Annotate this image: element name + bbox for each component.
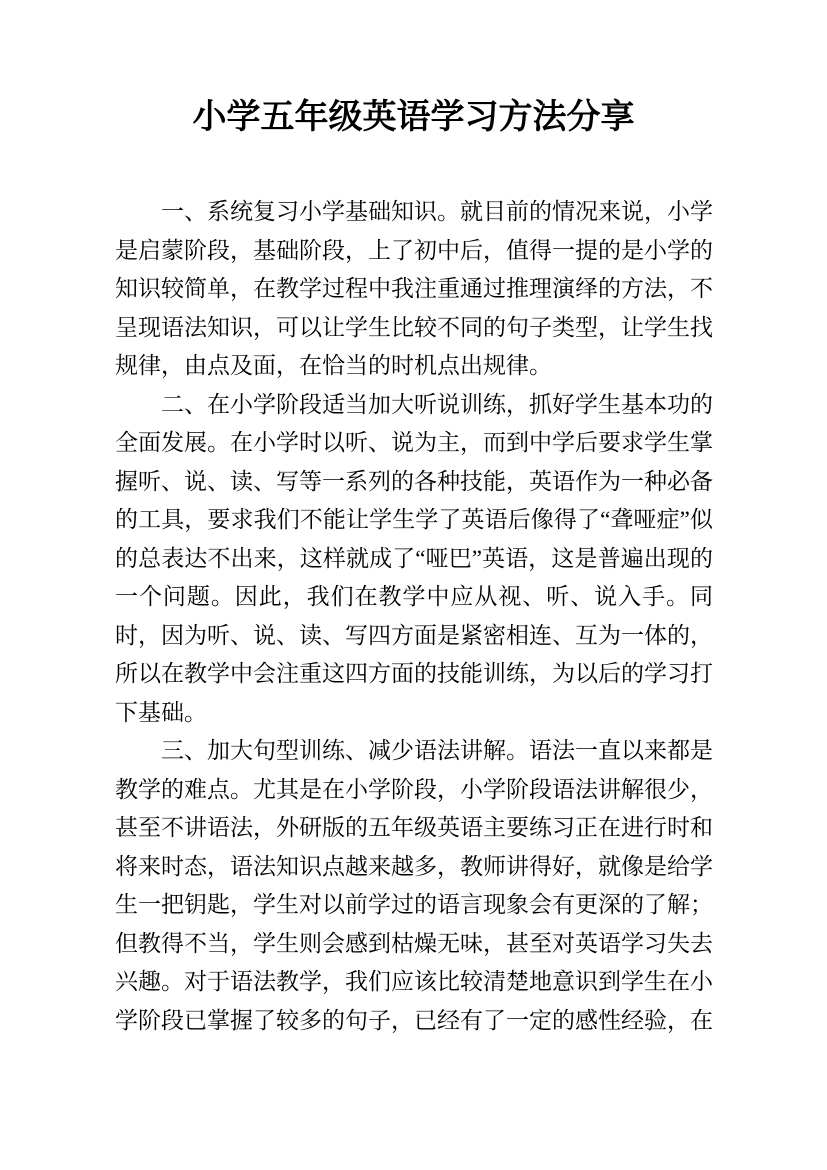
paragraph-1: 一、系统复习小学基础知识。就目前的情况来说，小学是启蒙阶段，基础阶段，上了初中后，值得一提的是小学的知识较简单，在教学过程中我注重通过推理演绎的方法，不呈现语法知识，可以让学生比较不同的句子类型，让学生找规律，由点及面，在恰当的时机点出规律。 [115,199,713,378]
paragraph-3: 三、加大句型训练、减少语法讲解。语法一直以来都是教学的难点。尤其是在小学阶段，小学阶段语法讲解很少，甚至不讲语法，外研版的五年级英语主要练习正在进行时和将来时态，语法知识点越来越多，教师讲得好，就像是给学生一把钥匙，学生对以前学过的语言现象会有更深的了解；但教得不当，学生则会感到枯燥无味，甚至对英语学习失去兴趣。对于语法教学，我们应该比较清楚地意识到学生在小学阶段已掌握了较多的句子，已经有了一定的感性经验，在 [115,738,713,1033]
document-title: 小学五年级英语学习方法分享 [192,99,635,136]
paragraph-2: 二、在小学阶段适当加大听说训练，抓好学生基本功的全面发展。在小学时以听、说为主，而到中学后要求学生掌握听、说、读、写等一系列的各种技能，英语作为一种必备的工具，要求我们不能让学生学了英语后像得了“聋哑症”似的总表达不出来，这样就成了“哑巴”英语，这是普遍出现的一个问题。因此，我们在教学中应从视、听、说入手。同时，因为听、说、读、写四方面是紧密相连、互为一体的，所以在教学中会注重这四方面的技能训练，为以后的学习打下基础。 [115,391,713,725]
document-body [115,193,713,1040]
